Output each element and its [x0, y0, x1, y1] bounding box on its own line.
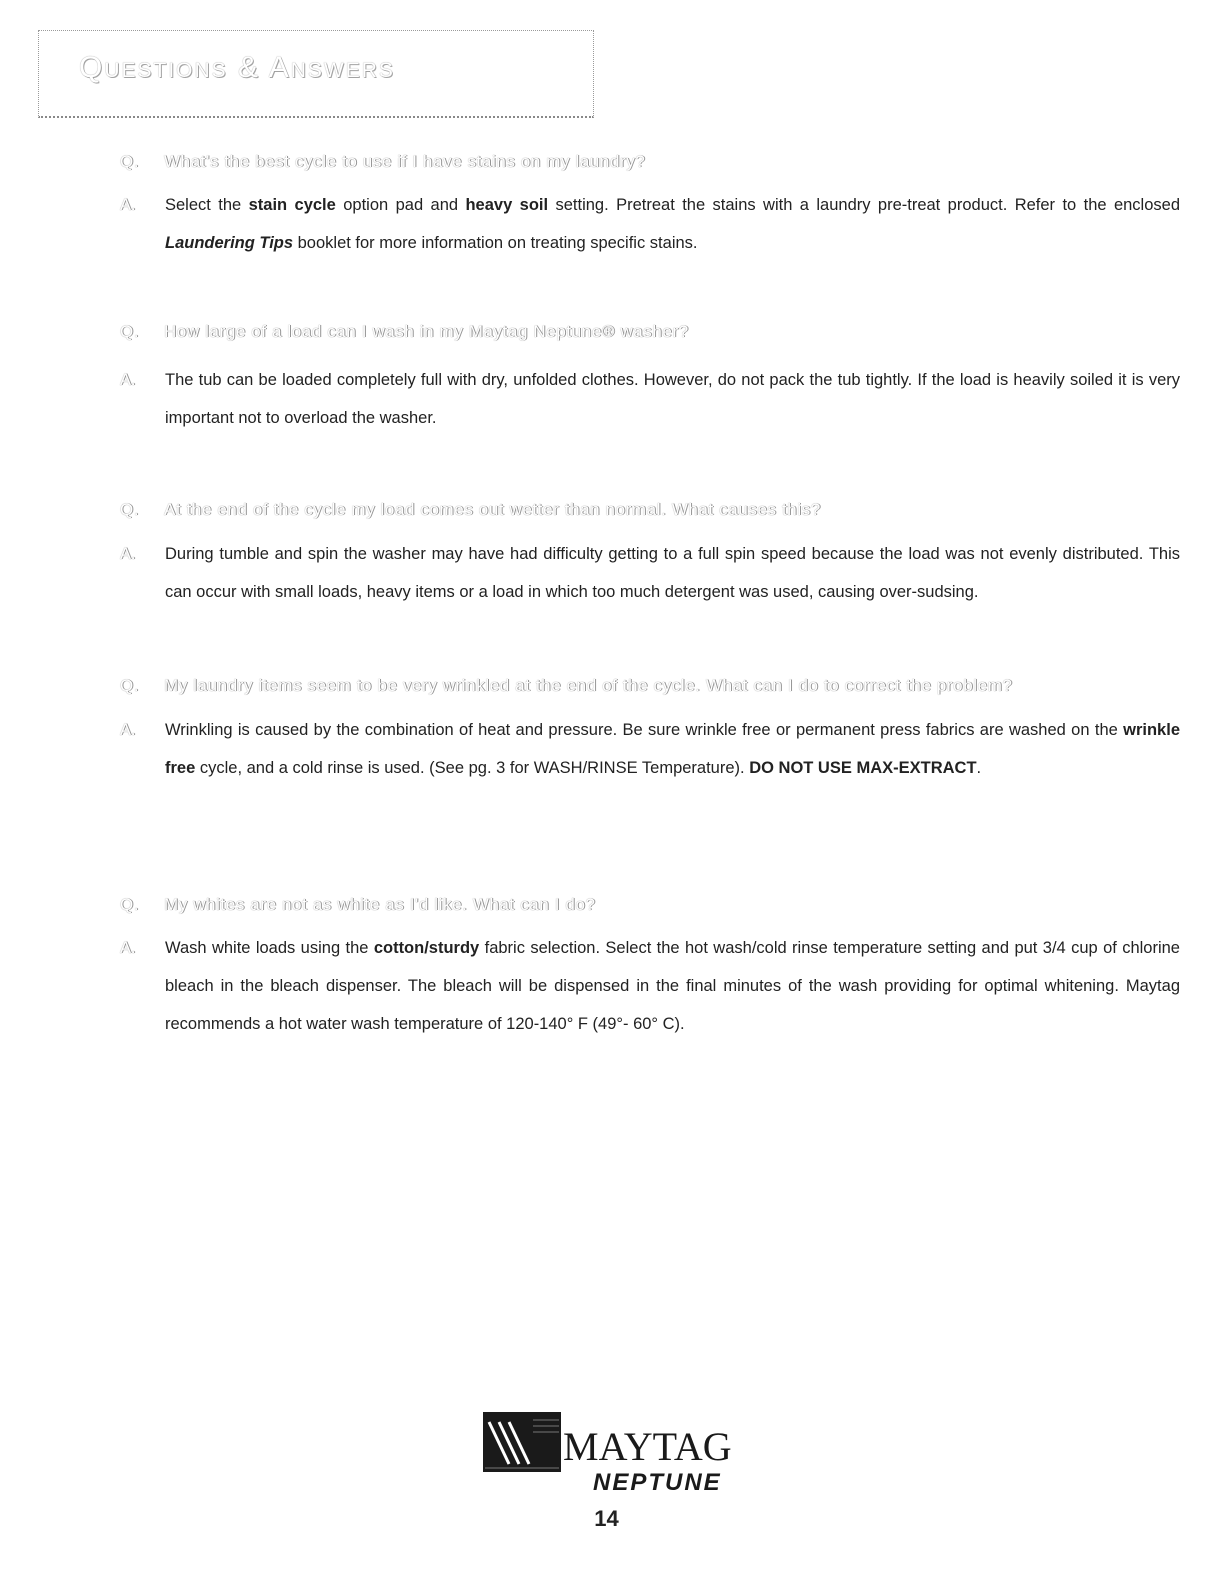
- answer-text: [165, 535, 1180, 611]
- page-number: 14: [594, 1506, 619, 1531]
- maytag-neptune-logo: [483, 1412, 753, 1492]
- logo-product: NEPTUNE: [593, 1469, 722, 1492]
- question-text: My laundry items seem to be very wrinkled at the end of the cycle. What can I do to correct the problem?: [164, 676, 1013, 695]
- a-marker: A.: [120, 939, 136, 957]
- answer-segment: The tub can be loaded completely full with dry, unfolded clothes. However, do not pack the tub tightly. If the load is heavily soiled it is very important not to overload the washer.: [165, 371, 1180, 427]
- answer-segment: Wash white loads using the: [165, 939, 374, 957]
- title-box: [38, 30, 594, 118]
- answer-emphasis: Laundering Tips: [165, 234, 294, 252]
- answer-1: [120, 186, 1180, 262]
- answer-emphasis: DO NOT USE MAX-EXTRACT: [749, 759, 977, 777]
- answer-segment: cycle, and a cold rinse is used. (See pg. 3 for WASH/RINSE Temperature).: [195, 759, 750, 777]
- answer-2: [120, 361, 1180, 437]
- answer-segment: Select the: [165, 196, 249, 214]
- answer-3: [120, 535, 1180, 611]
- answer-4: [120, 711, 1180, 787]
- logo-brand: MAYTAG: [563, 1424, 732, 1469]
- maytag-emblem-icon: [483, 1412, 753, 1492]
- answer-segment: .: [976, 759, 982, 777]
- answer-segment: booklet for more information on treating specific stains.: [293, 234, 698, 252]
- answer-segment: option pad and: [335, 196, 466, 214]
- a-marker: A.: [120, 371, 136, 389]
- answer-text: [165, 361, 1180, 437]
- page-title: Questions & Answers: [79, 51, 395, 84]
- a-marker: A.: [120, 721, 136, 739]
- a-marker: A.: [120, 196, 136, 214]
- answer-emphasis: heavy soil: [465, 196, 549, 214]
- answer-text: [165, 929, 1180, 1043]
- question-text: My whites are not as white as I'd like. What can I do?: [164, 895, 596, 914]
- answer-text: [165, 186, 1180, 262]
- a-marker: A.: [120, 545, 136, 563]
- answer-segment: During tumble and spin the washer may have had difficulty getting to a full spin speed because the load was not evenly distributed. This can occur with small loads, heavy items or a load in which too much detergent was used, causing over-sudsing.: [165, 545, 1180, 601]
- q-marker: Q.: [120, 895, 140, 914]
- question-3: [120, 500, 821, 524]
- question-5: [120, 895, 596, 919]
- question-text: How large of a load can I wash in my Maytag Neptune® washer?: [164, 322, 689, 341]
- answer-segment: fabric selection. Select the hot wash/cold rinse temperature setting and put 3/4 cup of chlorine bleach in the bleach dispenser. The bleach will be dispensed in the final minutes of the wash providing for optimal whitening. Maytag recommends a hot water wash temperature of 120-140° F (49°- 60° C).: [165, 939, 1180, 1033]
- answer-emphasis: wrinkle free: [165, 721, 1180, 777]
- answer-emphasis: cotton/sturdy: [373, 939, 480, 957]
- answer-emphasis: stain cycle: [248, 196, 336, 214]
- q-marker: Q.: [120, 152, 140, 171]
- q-marker: Q.: [120, 500, 140, 519]
- q-marker: Q.: [120, 676, 140, 695]
- question-4: [120, 676, 1013, 700]
- answer-segment: Wrinkling is caused by the combination of heat and pressure. Be sure wrinkle free or permanent press fabrics are washed on the: [165, 721, 1124, 739]
- question-2: [120, 322, 689, 346]
- question-text: What's the best cycle to use if I have stains on my laundry?: [164, 152, 646, 171]
- q-marker: Q.: [120, 322, 140, 341]
- question-1: [120, 152, 645, 176]
- answer-text: [165, 711, 1180, 787]
- answer-segment: setting. Pretreat the stains with a laundry pre-treat product. Refer to the enclosed: [548, 196, 1181, 214]
- question-text: At the end of the cycle my load comes out wetter than normal. What causes this?: [164, 500, 821, 519]
- answer-5: [120, 929, 1180, 1043]
